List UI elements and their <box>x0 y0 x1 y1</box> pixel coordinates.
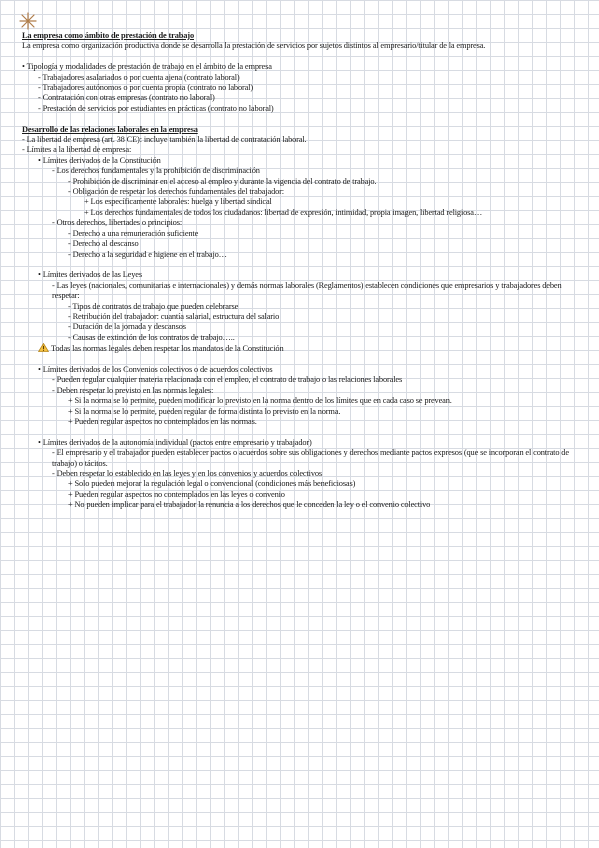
list-item: + Los específicamente laborales: huelga y libertad sindical <box>84 197 272 207</box>
list-item: + No pueden implicar para el trabajador la renuncia a los derechos que le conceden la ley o el convenio colectivo <box>68 500 431 510</box>
list-item: - El empresario y el trabajador pueden establecer pactos o acuerdos sobre sus obligaciones y derechos mediante pactos expresos (que se incorporan el contrato de trabajo) o tácitos. <box>52 448 569 468</box>
list-item: - Retribución del trabajador: cuantía salarial, estructura del salario <box>68 311 280 321</box>
bullet-heading: • Límites derivados de la Constitución <box>38 155 161 165</box>
list-item: + Solo pueden mejorar la regulación legal o convencional (condiciones más beneficiosas) <box>68 479 356 489</box>
list-item: + Si la norma se lo permite, pueden regular de forma distinta lo previsto en la norma. <box>68 406 341 416</box>
list-item: - Obligación de respetar los derechos fundamentales del trabajador: <box>68 187 284 197</box>
section-title: La empresa como ámbito de prestación de trabajo <box>22 31 194 40</box>
notes-content <box>22 31 577 511</box>
list-item: - Deben respetar lo establecido en las leyes y en los convenios y acuerdos colectivos <box>52 468 323 478</box>
paragraph: La empresa como organización productiva donde se desarrolla la prestación de servicios por sujetos distintos al empresario/titular de la empresa. <box>22 41 486 51</box>
warning-text: Todas las normas legales deben respetar los mandatos de la Constitución <box>51 344 284 354</box>
list-item: - Tipos de contratos de trabajo que pueden celebrarse <box>68 301 239 311</box>
list-item: - Los derechos fundamentales y la prohibición de discriminación <box>52 166 260 176</box>
list-item: + Pueden regular aspectos no contemplados en las normas. <box>68 416 257 426</box>
list-item: - Duración de la jornada y descansos <box>68 322 186 332</box>
list-item: - Deben respetar lo previsto en las normas legales: <box>52 385 214 395</box>
list-item: - Prohibición de discriminar en el acceso al empleo y durante la vigencia del contrato de trabajo. <box>68 176 377 186</box>
list-item: - La libertad de empresa (art. 38 CE): incluye también la libertad de contratación laboral. <box>22 135 307 145</box>
warning-icon <box>38 343 49 352</box>
bullet-heading: • Límites derivados de la autonomía individual (pactos entre empresario y trabajador) <box>38 437 312 447</box>
list-item: + Pueden regular aspectos no contemplados en las leyes o convenio <box>68 489 285 499</box>
list-item: - Trabajadores autónomos o por cuenta propia (contrato no laboral) <box>38 83 253 93</box>
bullet-heading: • Límites derivados de los Convenios colectivos o de acuerdos colectivos <box>38 364 273 374</box>
list-item: - Prestación de servicios por estudiantes en prácticas (contrato no laboral) <box>38 103 274 113</box>
list-item: - Contratación con otras empresas (contrato no laboral) <box>38 93 215 103</box>
bullet-heading: • Tipología y modalidades de prestación de trabajo en el ámbito de la empresa <box>22 62 272 72</box>
star-doodle-icon <box>18 11 38 31</box>
list-item: - Trabajadores asalariados o por cuenta ajena (contrato laboral) <box>38 72 240 82</box>
bullet-heading: • Límites derivados de las Leyes <box>38 270 142 280</box>
list-item: - Derecho al descanso <box>68 239 139 249</box>
list-item: - Límites a la libertad de empresa: <box>22 145 132 155</box>
list-item: - Causas de extinción de los contratos de trabajo….. <box>68 332 235 342</box>
list-item: + Los derechos fundamentales de todos los ciudadanos: libertad de expresión, intimidad, propia imagen, libertad religiosa… <box>84 207 483 217</box>
list-item: - Pueden regular cualquier materia relacionada con el empleo, el contrato de trabajo o las relaciones laborales <box>52 375 403 385</box>
warning-note <box>22 343 577 354</box>
section-title: Desarrollo de las relaciones laborales en la empresa <box>22 124 198 134</box>
list-item: - Derecho a una remuneración suficiente <box>68 228 199 238</box>
list-item: - Las leyes (nacionales, comunitarias e internacionales) y demás normas laborales (Reglamentos) establecen condiciones que empresarios y trabajadores deben respetar: <box>52 280 562 301</box>
list-item: + Si la norma se lo permite, pueden modificar lo previsto en la norma dentro de los límites que en cada caso se prevean. <box>68 396 452 406</box>
list-item: - Otros derechos, libertades o principios: <box>52 218 182 228</box>
list-item: - Derecho a la seguridad e higiene en el trabajo… <box>68 249 227 259</box>
